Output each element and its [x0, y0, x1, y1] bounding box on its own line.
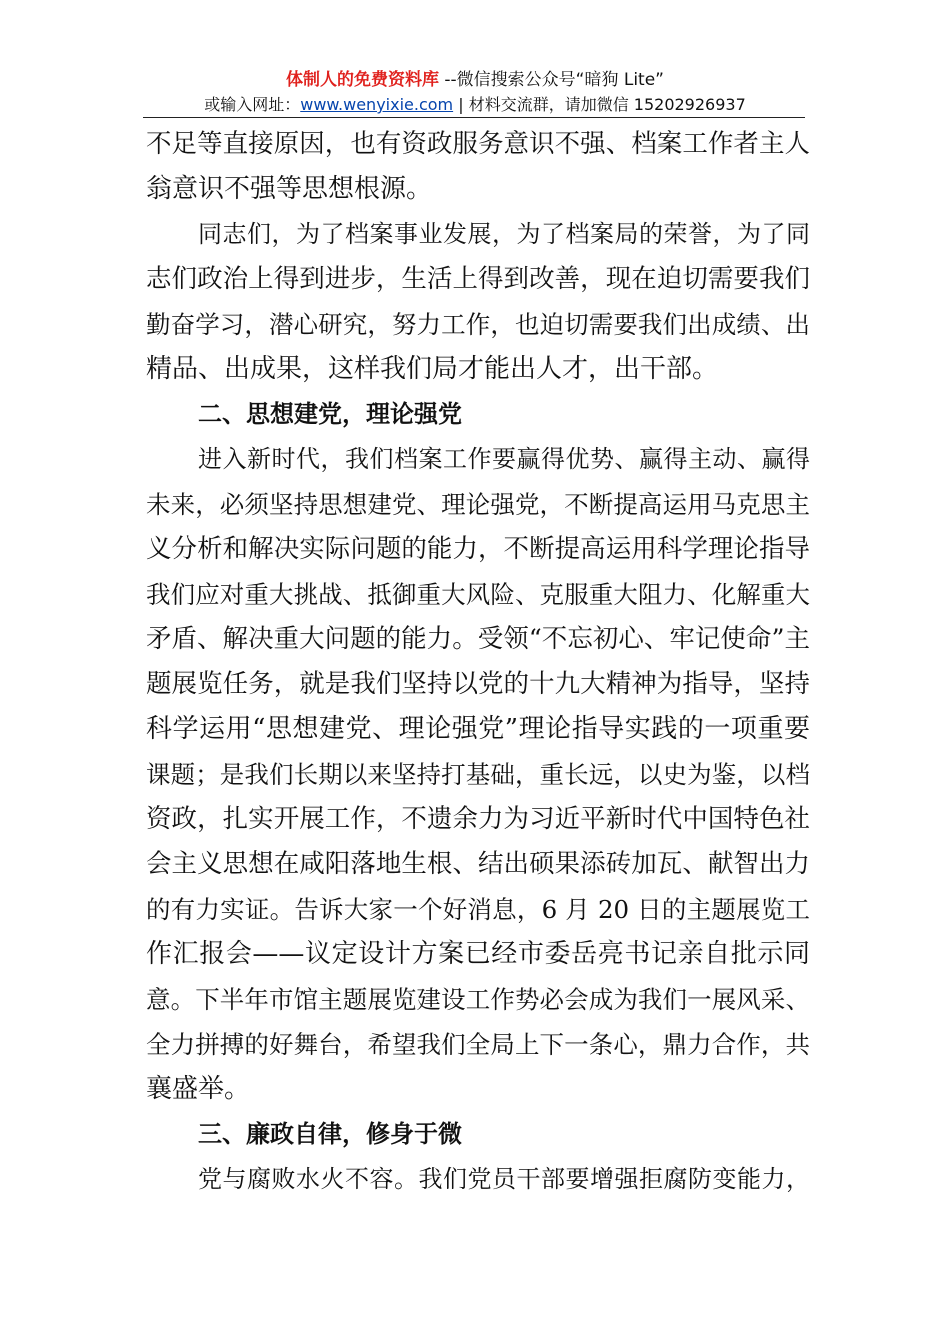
text-line: 我们应对重大挑战、抵御重大风险、克服重大阻力、化解重大 [146, 580, 810, 609]
header-contact: | 材料交流群，请加微信 15202926937 [453, 95, 746, 114]
header-contact-line [0, 94, 950, 116]
section-heading: 二、思想建党，理论强党 [198, 400, 462, 428]
header-promo-line [0, 68, 950, 92]
document-body [146, 122, 810, 1202]
text-line: 作汇报会——议定设计方案已经市委岳亮书记亲自批示同 [146, 939, 810, 969]
text-line: 襄盛举。 [146, 1074, 251, 1104]
text-line: 未来，必须坚持思想建党、理论强党，不断提高运用马克思主 [146, 490, 810, 519]
text-line: 进入新时代，我们档案工作要赢得优势、赢得主动、赢得 [198, 445, 810, 473]
text-line: 题展览任务，就是我们坚持以党的十九大精神为指导，坚持 [146, 669, 810, 699]
text-line: 精品、出成果，这样我们局才能出人才，出干部。 [146, 354, 719, 384]
text-line: 不足等直接原因，也有资政服务意识不强、档案工作者主人 [146, 129, 810, 159]
text-line: 资政，扎实开展工作，不遗余力为习近平新时代中国特色社 [146, 804, 810, 834]
text-line: 勤奋学习，潜心研究，努力工作，也迫切需要我们出成绩、出 [146, 310, 810, 339]
text-line: 科学运用“思想建党、理论强党”理论指导实践的一项重要 [146, 714, 810, 744]
section-heading: 三、廉政自律，修身于微 [198, 1120, 462, 1148]
text-line: 的有力实证。告诉大家一个好消息，6 月 20 日的主题展览工 [146, 895, 810, 924]
text-line: 意。下半年市馆主题展览建设工作势必会成为我们一展风采、 [146, 985, 810, 1014]
header-divider [143, 117, 805, 118]
text-line: 义分析和解决实际问题的能力，不断提高运用科学理论指导 [146, 534, 810, 564]
page-header [0, 68, 950, 116]
text-line: 会主义思想在咸阳落地生根、结出硕果添砖加瓦、献智出力 [146, 849, 810, 879]
text-line: 课题；是我们长期以来坚持打基础，重长远，以史为鉴，以档 [146, 760, 810, 789]
text-line: 矛盾、解决重大问题的能力。受领“不忘初心、牢记使命”主 [146, 624, 810, 654]
text-line: 志们政治上得到进步，生活上得到改善，现在迫切需要我们 [146, 264, 810, 294]
text-line: 同志们，为了档案事业发展，为了档案局的荣誉，为了同 [198, 220, 810, 248]
text-line: 党与腐败水火不容。我们党员干部要增强拒腐防变能力， [198, 1165, 810, 1193]
text-line: 翁意识不强等思想根源。 [146, 174, 433, 204]
text-line: 全力拼搏的好舞台，希望我们全局上下一条心，鼎力合作，共 [146, 1030, 810, 1059]
header-tagline: --微信搜索公众号“暗狗 Lite” [438, 70, 664, 90]
header-website-link[interactable]: www.wenyixie.com [300, 95, 454, 114]
header-url-prefix: 或输入网址： [204, 95, 301, 114]
header-brand: 体制人的免费资料库 [285, 70, 439, 90]
